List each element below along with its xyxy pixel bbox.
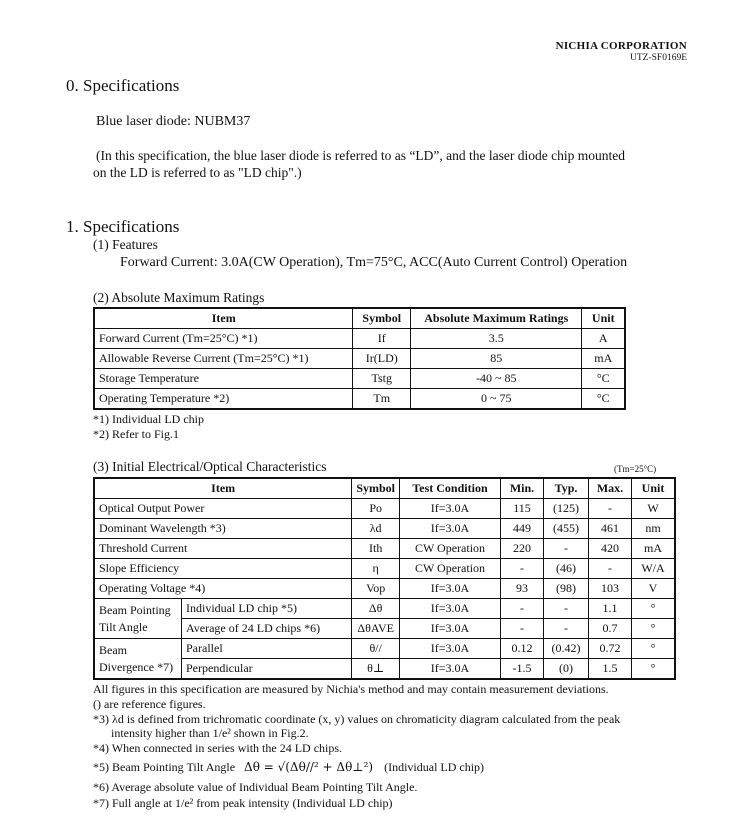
cell-symbol: θ⊥ — [352, 659, 400, 680]
cell-max: 1.5 — [589, 659, 632, 680]
cell-unit: mA — [582, 349, 625, 369]
col-condition: Test Condition — [400, 478, 501, 499]
cell-min: - — [501, 619, 544, 639]
cell-typ: - — [544, 539, 589, 559]
features-text: Forward Current: 3.0A(CW Operation), Tm=75°C, ACC(Auto Current Control) Operation — [120, 255, 628, 270]
col-symbol: Symbol — [353, 308, 411, 329]
note-reference: () are reference figures. — [93, 697, 206, 711]
cell-item: Optical Output Power — [94, 499, 352, 519]
cell-unit: A — [582, 329, 625, 349]
cell-unit: V — [632, 579, 676, 599]
cell-symbol: If — [353, 329, 411, 349]
cell-typ: - — [544, 619, 589, 639]
cell-value: 3.5 — [411, 329, 582, 349]
table-row — [94, 389, 625, 410]
col-typ: Typ. — [544, 478, 589, 499]
cell-condition: CW Operation — [400, 539, 501, 559]
cell-group-beam-tilt: Beam Pointing Tilt Angle — [94, 599, 182, 639]
col-max: Max. — [589, 478, 632, 499]
table-row — [94, 539, 675, 559]
abs-note-2: *2) Refer to Fig.1 — [93, 427, 179, 441]
cell-item: Operating Temperature *2) — [94, 389, 353, 410]
cell-value: -40 ~ 85 — [411, 369, 582, 389]
cell-unit: °C — [582, 389, 625, 410]
cell-symbol: η — [352, 559, 400, 579]
cell-condition: If=3.0A — [400, 659, 501, 680]
cell-min: 220 — [501, 539, 544, 559]
cell-unit: nm — [632, 519, 676, 539]
cell-typ: (0.42) — [544, 639, 589, 659]
cell-item: Parallel — [182, 639, 352, 659]
table-row — [94, 329, 625, 349]
cell-symbol: Ith — [352, 539, 400, 559]
cell-unit: W — [632, 499, 676, 519]
cell-item: Threshold Current — [94, 539, 352, 559]
tilt-angle-formula: Δθ = √(Δθ//² + Δθ⊥²) — [244, 760, 374, 774]
table-row — [94, 639, 675, 659]
col-item: Item — [94, 308, 353, 329]
cell-unit: ° — [632, 639, 676, 659]
table-header-row — [94, 478, 675, 499]
cell-condition: If=3.0A — [400, 599, 501, 619]
abs-note-1: *1) Individual LD chip — [93, 412, 204, 426]
note-measurement: All figures in this specification are measured by Nichia's method and may contain measurement deviations. — [93, 682, 609, 696]
cell-item: Forward Current (Tm=25°C) *1) — [94, 329, 353, 349]
cell-typ: (0) — [544, 659, 589, 680]
cell-symbol: Δθ — [352, 599, 400, 619]
cell-max: 103 — [589, 579, 632, 599]
cell-condition: If=3.0A — [400, 579, 501, 599]
cell-value: 85 — [411, 349, 582, 369]
cell-max: - — [589, 559, 632, 579]
note-5-label: *5) Beam Pointing Tilt Angle — [93, 760, 236, 774]
table-row — [94, 599, 675, 619]
cell-symbol: Tm — [353, 389, 411, 410]
test-temperature: (Tm=25°C) — [614, 464, 657, 474]
table-row — [94, 519, 675, 539]
section1-title: 1. Specifications — [66, 217, 180, 236]
cell-item: Average of 24 LD chips *6) — [182, 619, 352, 639]
cell-item: Individual LD chip *5) — [182, 599, 352, 619]
electrical-optical-table — [93, 477, 676, 680]
cell-typ: (125) — [544, 499, 589, 519]
note-5 — [93, 760, 484, 775]
cell-item: Dominant Wavelength *3) — [94, 519, 352, 539]
cell-condition: If=3.0A — [400, 639, 501, 659]
cell-condition: If=3.0A — [400, 519, 501, 539]
col-unit: Unit — [582, 308, 625, 329]
note-3b: intensity higher than 1/e² shown in Fig.2. — [111, 726, 309, 740]
features-heading: (1) Features — [93, 237, 158, 252]
cell-unit: ° — [632, 599, 676, 619]
cell-max: 0.7 — [589, 619, 632, 639]
cell-symbol: Ir(LD) — [353, 349, 411, 369]
col-min: Min. — [501, 478, 544, 499]
cell-item: Allowable Reverse Current (Tm=25°C) *1) — [94, 349, 353, 369]
cell-item: Storage Temperature — [94, 369, 353, 389]
note-7: *7) Full angle at 1/e² from peak intensity (Individual LD chip) — [93, 796, 393, 810]
company-name: NICHIA CORPORATION — [555, 40, 687, 52]
cell-item: Slope Efficiency — [94, 559, 352, 579]
cell-max: 1.1 — [589, 599, 632, 619]
electrical-heading: (3) Initial Electrical/Optical Characteristics — [93, 459, 327, 474]
cell-symbol: θ// — [352, 639, 400, 659]
cell-max: - — [589, 499, 632, 519]
cell-unit: mA — [632, 539, 676, 559]
note-4: *4) When connected in series with the 24 LD chips. — [93, 741, 343, 755]
cell-unit: ° — [632, 619, 676, 639]
cell-min: - — [501, 599, 544, 619]
col-ratings: Absolute Maximum Ratings — [411, 308, 582, 329]
cell-item: Perpendicular — [182, 659, 352, 680]
note-6: *6) Average absolute value of Individual Beam Pointing Tilt Angle. — [93, 780, 418, 794]
table-row — [94, 369, 625, 389]
col-item: Item — [94, 478, 352, 499]
cell-unit: °C — [582, 369, 625, 389]
cell-condition: If=3.0A — [400, 499, 501, 519]
cell-max: 461 — [589, 519, 632, 539]
cell-symbol: Po — [352, 499, 400, 519]
absolute-max-ratings-table — [93, 307, 626, 410]
col-unit: Unit — [632, 478, 676, 499]
cell-group-beam-divergence: Beam Divergence *7) — [94, 639, 182, 680]
cell-typ: (46) — [544, 559, 589, 579]
table-row — [94, 499, 675, 519]
col-symbol: Symbol — [352, 478, 400, 499]
cell-min: 0.12 — [501, 639, 544, 659]
cell-min: 115 — [501, 499, 544, 519]
cell-symbol: Tstg — [353, 369, 411, 389]
abs-max-heading: (2) Absolute Maximum Ratings — [93, 290, 265, 305]
cell-min: - — [501, 559, 544, 579]
cell-item: Operating Voltage *4) — [94, 579, 352, 599]
cell-condition: CW Operation — [400, 559, 501, 579]
cell-min: 93 — [501, 579, 544, 599]
cell-min: 449 — [501, 519, 544, 539]
table-row — [94, 619, 675, 639]
intro-line2: on the LD is referred to as "LD chip".) — [93, 165, 302, 180]
cell-typ: (455) — [544, 519, 589, 539]
cell-typ: - — [544, 599, 589, 619]
cell-value: 0 ~ 75 — [411, 389, 582, 410]
intro-line1: (In this specification, the blue laser diode is referred to as “LD”, and the laser diode chip mounted — [96, 148, 625, 163]
note-5-suffix: (Individual LD chip) — [384, 760, 485, 774]
table-row — [94, 659, 675, 680]
cell-symbol: Vop — [352, 579, 400, 599]
cell-symbol: λd — [352, 519, 400, 539]
cell-max: 420 — [589, 539, 632, 559]
document-id: UTZ-SF0169E — [630, 53, 687, 63]
cell-unit: ° — [632, 659, 676, 680]
cell-max: 0.72 — [589, 639, 632, 659]
cell-condition: If=3.0A — [400, 619, 501, 639]
table-row — [94, 349, 625, 369]
cell-unit: W/A — [632, 559, 676, 579]
note-3a: *3) λd is defined from trichromatic coordinate (x, y) values on chromaticity diagram calculated from the peak — [93, 712, 621, 726]
section0-title: 0. Specifications — [66, 76, 180, 95]
table-row — [94, 559, 675, 579]
table-header-row — [94, 308, 625, 329]
cell-typ: (98) — [544, 579, 589, 599]
table-row — [94, 579, 675, 599]
cell-symbol: ΔθAVE — [352, 619, 400, 639]
cell-min: -1.5 — [501, 659, 544, 680]
product-name: Blue laser diode: NUBM37 — [96, 114, 251, 129]
